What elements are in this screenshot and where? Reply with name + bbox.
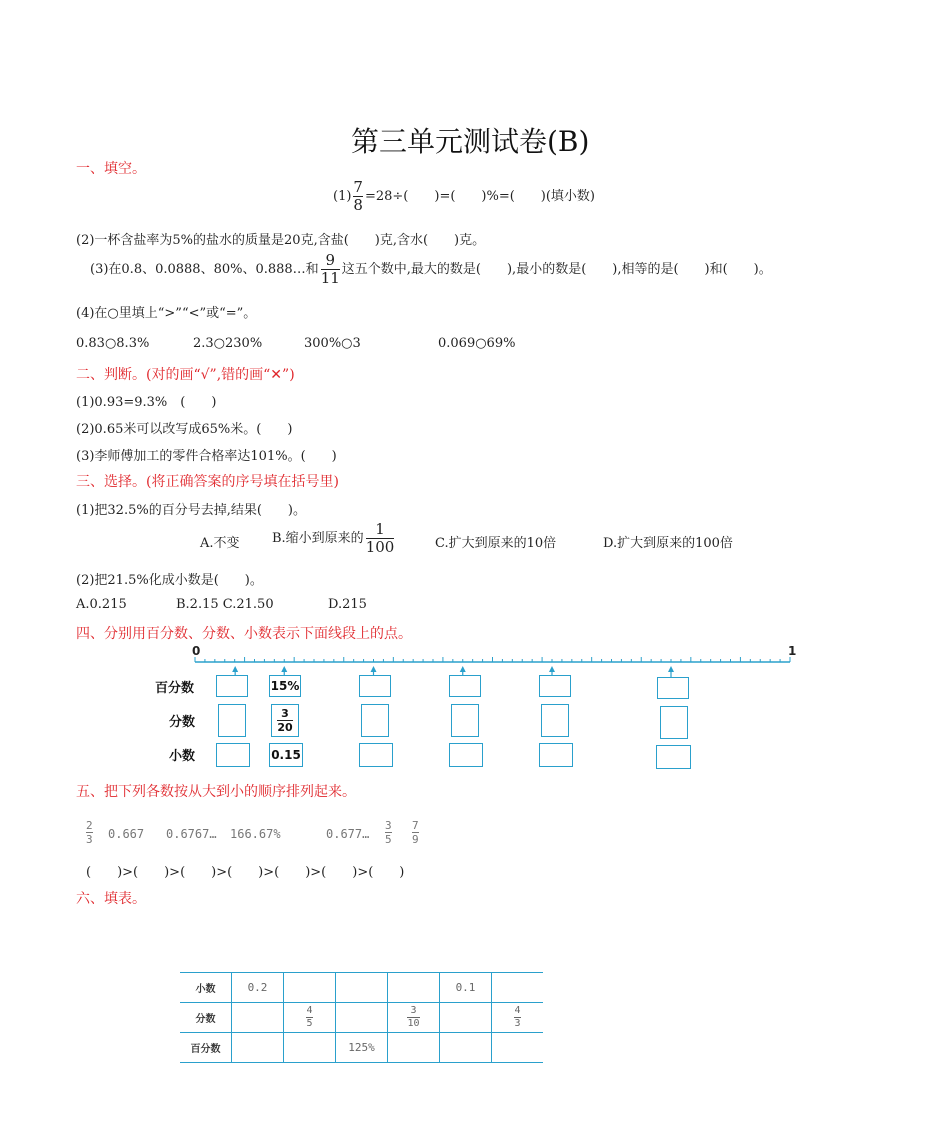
row-header: 分数	[180, 1003, 232, 1033]
fill-table	[180, 972, 543, 1063]
section-6-heading: 六、填表。	[76, 891, 146, 907]
table-cell: $\frac{3}{10}$	[388, 1003, 440, 1033]
table-cell[interactable]	[232, 1003, 284, 1033]
answer-box[interactable]	[539, 675, 571, 697]
question-1-4: (4)在○里填上“>”“<”或“=”。	[76, 306, 257, 321]
compare-item: 0.069○69%	[438, 336, 516, 351]
answer-box[interactable]	[359, 675, 391, 697]
table-cell: 0.2	[232, 973, 284, 1003]
judge-item: (1)0.93=9.3% ( )	[76, 395, 217, 410]
table-cell[interactable]	[284, 1033, 336, 1063]
option-item: B.2.15 C.21.50	[176, 597, 274, 612]
table-cell[interactable]	[232, 1033, 284, 1063]
sort-number: 166.67%	[230, 827, 281, 841]
row-label-percent: 百分数	[155, 681, 195, 696]
option-item: D.215	[328, 597, 367, 612]
example-decimal-box: 0.15	[269, 743, 303, 767]
question-1-1: (1) $\frac{7}{8}$ =28÷( )=( )%=( )(填小数)	[333, 178, 596, 214]
number-line-start: 0	[192, 644, 201, 658]
option-item: A.0.215	[76, 597, 127, 612]
judge-item: (2)0.65米可以改写成65%米。( )	[76, 422, 293, 437]
sort-number: 0.667	[108, 827, 145, 841]
option-a: A.不变	[200, 536, 240, 551]
answer-box[interactable]	[541, 704, 569, 737]
choice-question-1: (1)把32.5%的百分号去掉,结果( )。	[76, 503, 306, 518]
point-arrow	[668, 666, 674, 677]
row-label-decimal: 小数	[169, 749, 196, 764]
sort-number: 0.6767…	[166, 827, 217, 841]
compare-item: 0.83○8.3%	[76, 336, 150, 351]
example-percent-box: 15%	[269, 675, 301, 697]
answer-box[interactable]	[451, 704, 479, 737]
example-fraction-box: $\frac{3}{20}$	[271, 704, 299, 737]
table-cell: $\frac{4}{3}$	[492, 1003, 544, 1033]
table-cell[interactable]	[336, 1003, 388, 1033]
answer-box[interactable]	[449, 743, 483, 767]
question-1-2: (2)一杯含盐率为5%的盐水的质量是20克,含盐( )克,含水( )克。	[76, 233, 486, 248]
sort-number: $\frac{7}{9}$	[412, 819, 419, 846]
row-header: 百分数	[180, 1033, 232, 1063]
answer-box[interactable]	[539, 743, 573, 767]
question-1-3: (3)在0.8、0.0888、80%、0.888…和 $\frac{9}{11}$ 这五个数中,最大的数是( ),最小的数是( ),相等的是( )和( )。	[90, 251, 772, 287]
table-row	[180, 1033, 543, 1063]
answer-box[interactable]	[656, 745, 691, 769]
table-cell[interactable]	[492, 973, 544, 1003]
order-answer-line: ( )>( )>( )>( )>( )>( )>( )	[86, 865, 405, 880]
sort-number: $\frac{2}{3}$	[86, 819, 93, 846]
table-row	[180, 973, 543, 1003]
compare-item: 300%○3	[304, 336, 361, 351]
answer-box[interactable]	[216, 743, 250, 767]
option-c: C.扩大到原来的10倍	[435, 536, 557, 551]
table-cell[interactable]	[336, 973, 388, 1003]
page-title: 第三单元测试卷(B)	[351, 125, 590, 158]
table-cell[interactable]	[388, 1033, 440, 1063]
table-row	[180, 1003, 543, 1033]
sort-number: $\frac{3}{5}$	[385, 819, 392, 846]
section-2-heading: 二、判断。(对的画“√”,错的画“✕”)	[76, 367, 295, 383]
sort-number: 0.677…	[326, 827, 370, 841]
table-cell: 0.1	[440, 973, 492, 1003]
answer-box[interactable]	[216, 675, 248, 697]
section-1-heading: 一、填空。	[76, 161, 146, 177]
row-header: 小数	[180, 973, 232, 1003]
option-d: D.扩大到原来的100倍	[603, 536, 733, 551]
table-cell[interactable]	[284, 973, 336, 1003]
option-b: B.缩小到原来的 $\frac{1}{100}$	[272, 520, 395, 556]
answer-box[interactable]	[449, 675, 481, 697]
table-cell: 125%	[336, 1033, 388, 1063]
table-cell[interactable]	[440, 1033, 492, 1063]
table-cell: $\frac{4}{5}$	[284, 1003, 336, 1033]
table-cell[interactable]	[492, 1033, 544, 1063]
number-line-end: 1	[788, 644, 797, 658]
answer-box[interactable]	[660, 706, 688, 739]
section-5-heading: 五、把下列各数按从大到小的顺序排列起来。	[76, 784, 356, 800]
section-3-heading: 三、选择。(将正确答案的序号填在括号里)	[76, 474, 339, 490]
answer-box[interactable]	[218, 704, 246, 737]
answer-box[interactable]	[359, 743, 393, 767]
section-4-heading: 四、分别用百分数、分数、小数表示下面线段上的点。	[76, 626, 412, 642]
row-label-fraction: 分数	[169, 715, 196, 730]
table-cell[interactable]	[388, 973, 440, 1003]
judge-item: (3)李师傅加工的零件合格率达101%。( )	[76, 449, 337, 464]
table-cell[interactable]	[440, 1003, 492, 1033]
answer-box[interactable]	[657, 677, 689, 699]
answer-box[interactable]	[361, 704, 389, 737]
compare-item: 2.3○230%	[193, 336, 263, 351]
choice-question-2: (2)把21.5%化成小数是( )。	[76, 573, 263, 588]
